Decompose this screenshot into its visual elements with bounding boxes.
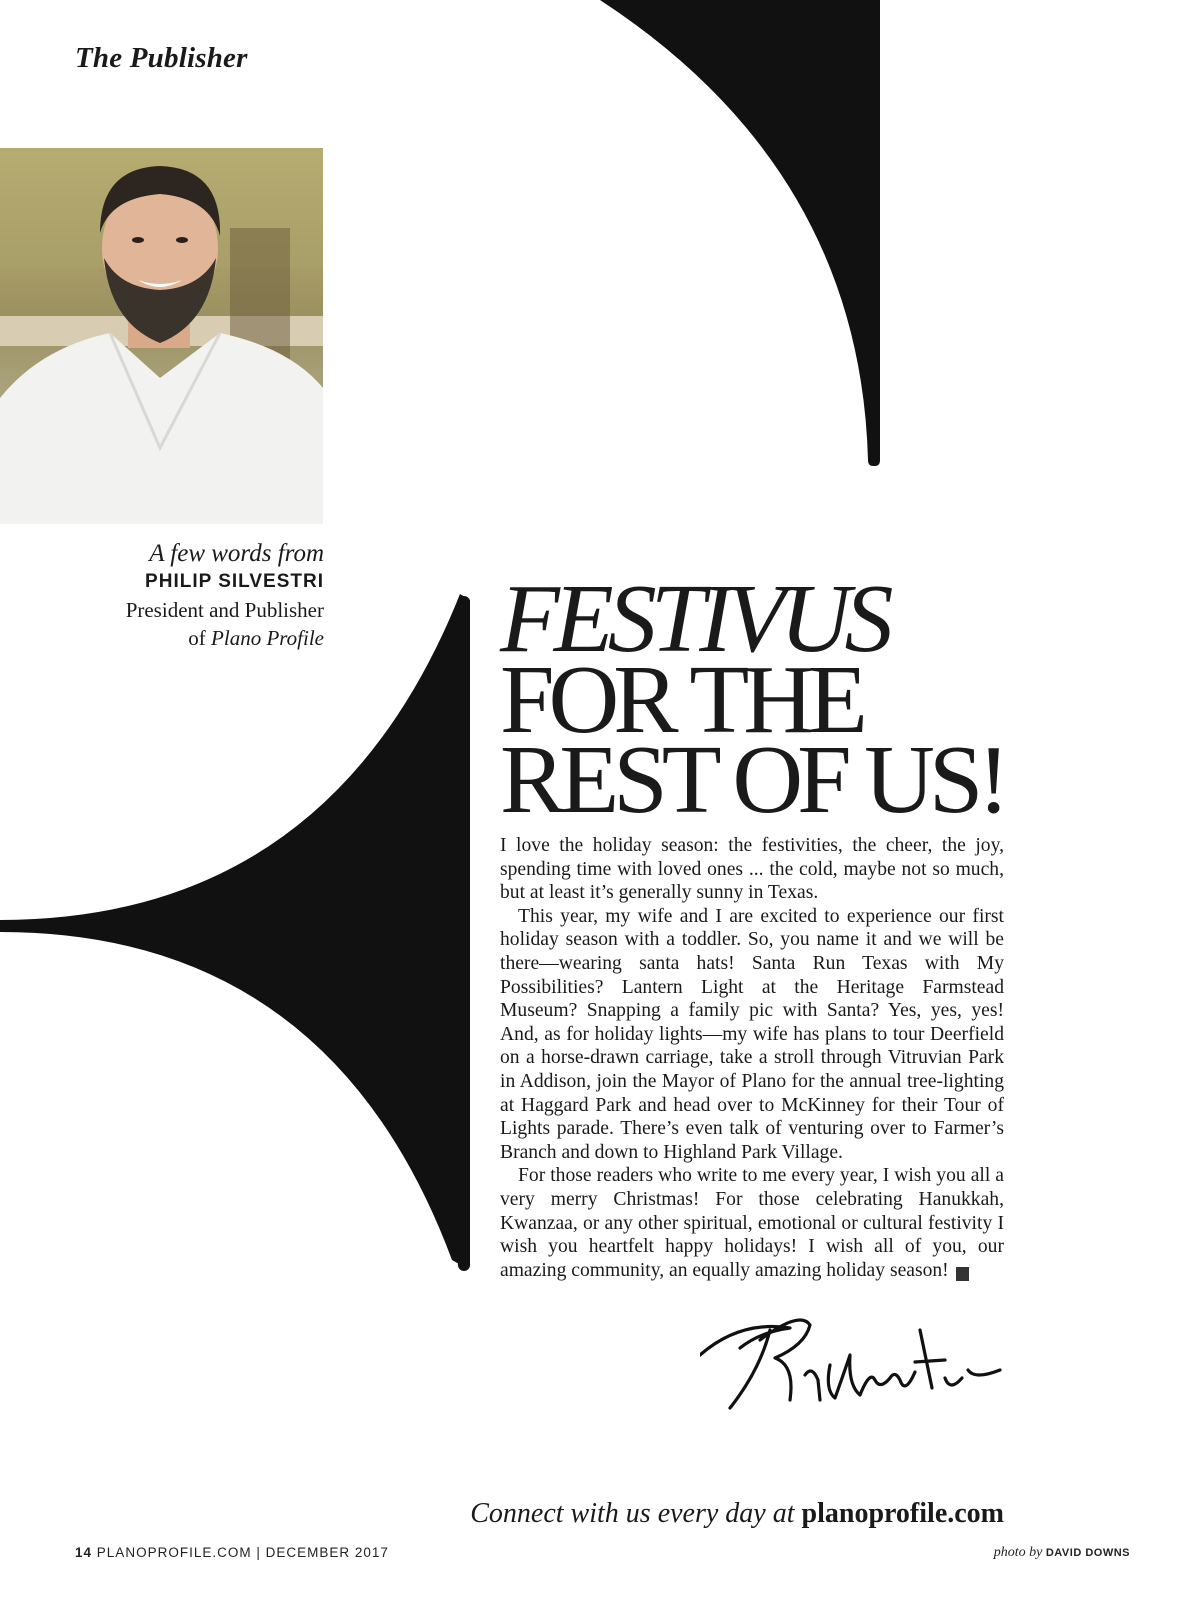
paragraph-1: I love the holiday season: the festivities, the cheer, the joy, spending time with loved ones ... the cold, maybe not so much, but at least it’s generally sunny in Texas. bbox=[500, 835, 1004, 904]
page-number: 14 bbox=[75, 1545, 93, 1560]
publication-name: Plano Profile bbox=[211, 626, 324, 650]
footer-site: PLANOPROFILE.COM bbox=[96, 1545, 252, 1560]
website-link[interactable]: planoprofile.com bbox=[801, 1498, 1004, 1529]
paragraph-2: This year, my wife and I are excited to experience our first holiday season with a toddler. So, you name it and we will be there—wearing santa hats! Santa Run Texas with My Possibilities? Lantern Light at the Heritage Farmstead Museum? Snapping a family pic with Santa? Yes, yes, yes! And, as for holiday lights—my wife has plans to tour Deerfield on a horse-drawn carriage, take a stroll through Vitruvian Park in Addison, join the Mayor of Plano for the annual tree-lighting at Haggard Park and head over to McKinney for their Tour of Lights parade. There’s even talk of venturing over to Farmer’s Branch and down to Highland Park Village. bbox=[500, 905, 1004, 1163]
headline-line-3: REST OF US! bbox=[500, 726, 1005, 834]
vertical-rule bbox=[458, 596, 470, 1271]
end-mark-icon: p bbox=[956, 1267, 969, 1281]
paragraph-3-text: For those readers who write to me every year, I wish you all a very merry Christmas! For those celebrating Hanukkah, Kwanzaa, or any other spiritual, emotional or cultural festivity I wish you heartfelt happy holidays! I wish all of you, our amazing community, an equally amazing holiday season! bbox=[500, 1165, 1004, 1281]
publisher-name: PHILIP SILVESTRI bbox=[145, 571, 324, 592]
footer-separator: | bbox=[256, 1545, 261, 1560]
publisher-role-publication bbox=[24, 624, 324, 652]
connect-lead: Connect with us every day at bbox=[470, 1498, 795, 1529]
section-label: The Publisher bbox=[75, 42, 248, 74]
headline-line-2: FOR THE bbox=[500, 646, 862, 754]
article-body bbox=[500, 834, 1004, 1282]
publisher-caption bbox=[24, 540, 324, 652]
page-footer bbox=[75, 1545, 389, 1560]
top-flourish bbox=[600, 0, 880, 466]
middle-flourish bbox=[0, 594, 470, 1268]
photographer-name: DAVID DOWNS bbox=[1045, 1547, 1130, 1559]
photo-credit bbox=[994, 1545, 1130, 1561]
role-of: of bbox=[188, 626, 206, 650]
footer-issue: DECEMBER 2017 bbox=[265, 1545, 389, 1560]
photo-credit-label: photo by bbox=[993, 1545, 1043, 1560]
connect-tagline bbox=[470, 1498, 1004, 1530]
publisher-photo bbox=[0, 148, 323, 524]
headline-line-1: FESTIVUS bbox=[500, 565, 888, 673]
caption-intro: A few words from bbox=[149, 540, 324, 567]
headline bbox=[500, 565, 1020, 834]
publisher-role: President and Publisher bbox=[125, 598, 324, 622]
paragraph-3 bbox=[500, 1164, 1004, 1282]
signature bbox=[700, 1300, 1010, 1420]
